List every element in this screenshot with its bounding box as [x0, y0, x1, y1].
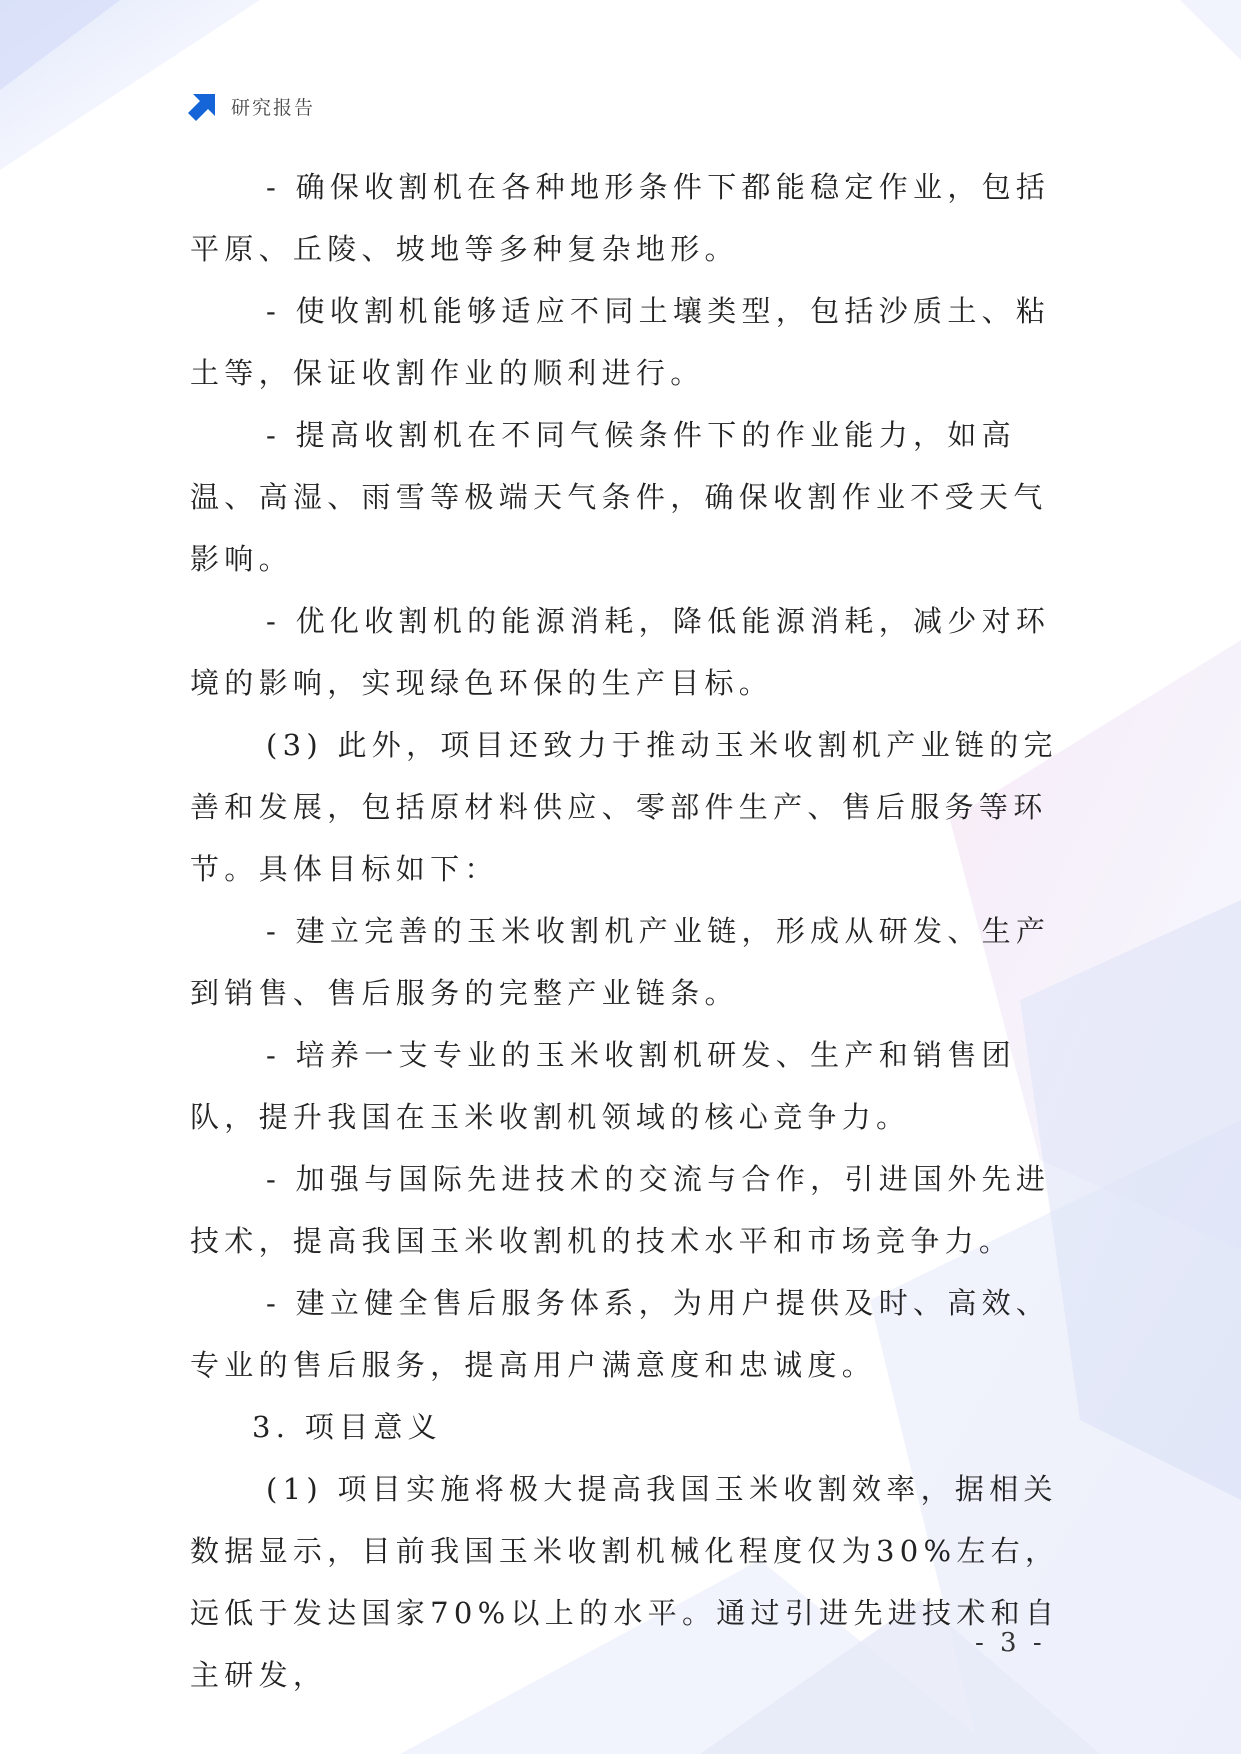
- document-body: [190, 156, 1070, 1706]
- paragraph: - 建立完善的玉米收割机产业链，形成从研发、生产到销售、售后服务的完整产业链条。: [190, 914, 1051, 1010]
- paragraph: - 确保收割机在各种地形条件下都能稳定作业，包括平原、丘陵、坡地等多种复杂地形。: [190, 170, 1051, 266]
- paragraph: - 使收割机能够适应不同土壤类型，包括沙质土、粘土等，保证收割作业的顺利进行。: [190, 294, 1051, 390]
- paragraph: - 建立健全售后服务体系，为用户提供及时、高效、专业的售后服务，提高用户满意度和忠诚度。: [190, 1286, 1051, 1382]
- paragraph: (1) 项目实施将极大提高我国玉米收割效率，据相关数据显示，目前我国玉米收割机械化程度仅为30%左右，远低于发达国家70%以上的水平。通过引进先进技术和自主研发，: [190, 1472, 1060, 1692]
- page-number: - 3 -: [975, 1628, 1046, 1658]
- paragraph: - 提高收割机在不同气候条件下的作业能力，如高温、高湿、雨雪等极端天气条件，确保收割作业不受天气影响。: [190, 418, 1048, 576]
- paragraph: - 培养一支专业的玉米收割机研发、生产和销售团队，提升我国在玉米收割机领域的核心竞争力。: [190, 1038, 1016, 1134]
- paragraph: - 加强与国际先进技术的交流与合作，引进国外先进技术，提高我国玉米收割机的技术水平和市场竞争力。: [190, 1162, 1051, 1258]
- paragraph: (3) 此外，项目还致力于推动玉米收割机产业链的完善和发展，包括原材料供应、零部件生产、售后服务等环节。具体目标如下：: [190, 728, 1058, 886]
- header-title: 研究报告: [231, 96, 316, 119]
- page-header: [187, 88, 315, 124]
- arrow-up-right-icon: [187, 90, 219, 122]
- section-heading: 3. 项目意义: [252, 1410, 442, 1444]
- paragraph: - 优化收割机的能源消耗，降低能源消耗，减少对环境的影响，实现绿色环保的生产目标。: [190, 604, 1051, 700]
